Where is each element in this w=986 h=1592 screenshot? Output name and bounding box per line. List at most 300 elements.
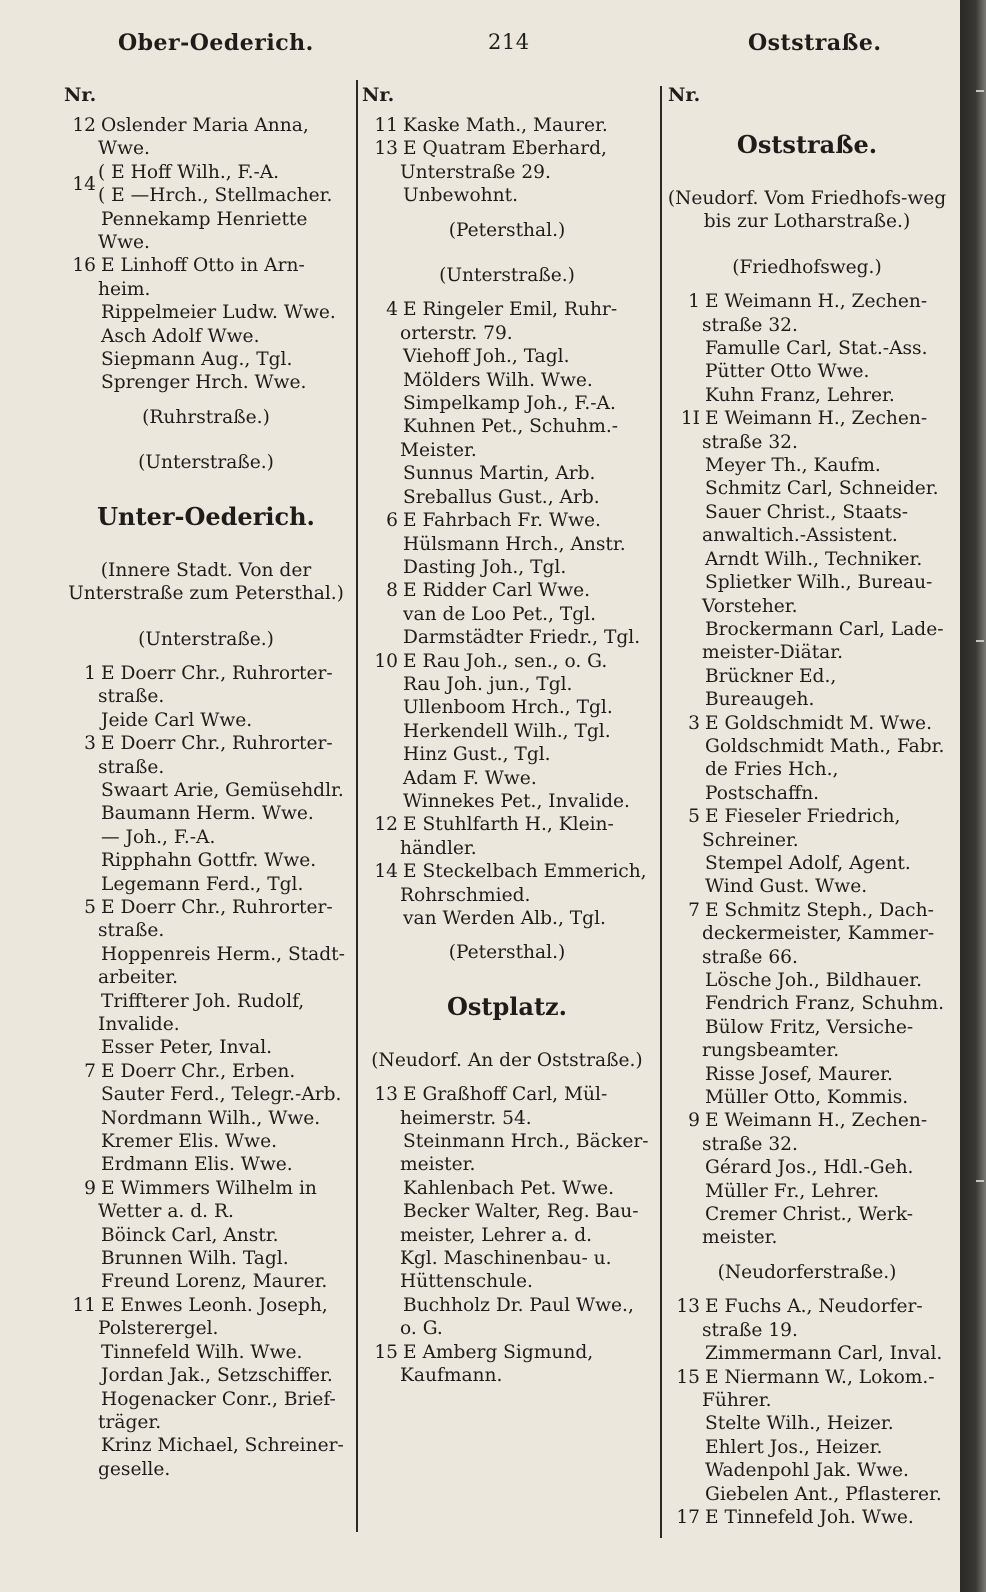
resident-line-continued: meister. xyxy=(702,1227,778,1249)
resident-line-continued: Führer. xyxy=(702,1389,772,1411)
house-number xyxy=(362,184,403,207)
spacer xyxy=(60,395,352,406)
resident-line: Baumann Herm. Wwe. xyxy=(101,803,314,825)
resident-line-continued: meister. xyxy=(400,1154,476,1176)
directory-entry xyxy=(664,1156,950,1179)
nr-label-col3: Nr. xyxy=(668,84,701,106)
house-number: 7 xyxy=(84,1060,96,1082)
spacer xyxy=(362,965,652,976)
spacer xyxy=(362,287,652,298)
directory-entry xyxy=(60,1083,352,1106)
column-2 xyxy=(362,114,652,1388)
resident-line: Simpelkamp Joh., F.-A. xyxy=(403,393,616,415)
resident-line: E Doerr Chr., Ruhrorter- xyxy=(101,733,333,755)
spacer xyxy=(362,1072,652,1083)
street-title: Ostplatz. xyxy=(446,991,568,1021)
house-number: 1I xyxy=(680,408,700,430)
house-number xyxy=(362,767,403,790)
directory-entry xyxy=(60,371,352,394)
directory-entry xyxy=(60,114,352,137)
house-number: 4 xyxy=(386,299,398,321)
directory-entry xyxy=(664,477,950,500)
directory-entry xyxy=(664,337,950,360)
directory-entry xyxy=(60,1294,352,1317)
directory-entry xyxy=(362,813,652,836)
resident-line: de Fries Hch., Postschaffn. xyxy=(705,759,839,804)
house-number xyxy=(664,1063,705,1086)
directory-entry xyxy=(362,1083,652,1106)
house-number xyxy=(664,852,705,875)
house-number xyxy=(60,1270,101,1293)
house-number xyxy=(664,1342,705,1365)
directory-entry xyxy=(664,1483,950,1506)
section-heading: (Neudorf. An der Oststraße.) xyxy=(371,1049,643,1071)
directory-entry xyxy=(664,992,950,1015)
house-number: 9 xyxy=(84,1177,96,1199)
directory-entry xyxy=(664,501,950,524)
spacer xyxy=(664,1250,950,1261)
spacer xyxy=(362,253,652,264)
directory-entry xyxy=(362,486,652,509)
directory-entry xyxy=(664,454,950,477)
book-edge xyxy=(960,0,986,1592)
resident-line-continued: straße 32. xyxy=(702,314,798,336)
directory-entry xyxy=(60,1107,352,1130)
spacer xyxy=(60,429,352,440)
directory-entry xyxy=(664,360,950,383)
directory-entry xyxy=(60,1153,352,1176)
resident-line: E Weimann H., Zechen- xyxy=(705,291,928,313)
directory-entry xyxy=(60,254,352,277)
entry-lines xyxy=(98,161,352,208)
resident-line: Schmitz Carl, Schneider. xyxy=(705,478,939,500)
spacer xyxy=(362,1038,652,1049)
directory-entry xyxy=(362,533,652,556)
directory-entry xyxy=(362,790,652,813)
resident-line: Ullenboom Hrch., Tgl. xyxy=(403,697,613,719)
resident-line-continued: Polsterergel. xyxy=(98,1318,219,1340)
nr-label-col2: Nr. xyxy=(362,84,395,106)
house-number xyxy=(362,720,403,743)
directory-entry xyxy=(362,650,652,673)
house-number xyxy=(60,1341,101,1364)
house-number xyxy=(60,990,101,1013)
house-number xyxy=(664,501,705,524)
house-number xyxy=(60,1107,101,1130)
directory-entry xyxy=(362,673,652,696)
resident-line: E Fieseler Friedrich, xyxy=(705,806,901,828)
directory-entry xyxy=(60,802,352,825)
house-number xyxy=(362,1177,403,1200)
resident-line: Becker Walter, Reg. Bau- xyxy=(403,1201,639,1223)
section-heading: (Neudorferstraße.) xyxy=(717,1261,897,1283)
directory-entry xyxy=(60,779,352,802)
spacer xyxy=(362,242,652,253)
street-title: Oststraße. xyxy=(736,130,878,159)
resident-line: Mölders Wilh. Wwe. xyxy=(403,369,593,391)
house-number: 11 xyxy=(72,1294,96,1316)
column-3 xyxy=(664,114,950,1529)
house-number xyxy=(60,943,101,966)
house-number: 9 xyxy=(688,1110,700,1132)
resident-line: Kremer Elis. Wwe. xyxy=(101,1131,277,1153)
house-number xyxy=(60,873,101,896)
resident-line: Kaske Math., Maurer. xyxy=(403,115,608,136)
directory-entry xyxy=(60,161,352,208)
resident-line: Lösche Joh., Bildhauer. xyxy=(705,970,922,991)
house-number xyxy=(664,735,705,758)
resident-line-continued: heimerstr. 54. xyxy=(400,1107,532,1129)
directory-entry xyxy=(664,1412,950,1435)
house-number xyxy=(664,1459,705,1482)
resident-line: Asch Adolf Wwe. xyxy=(101,325,260,347)
resident-line: Pennekamp Henriette xyxy=(101,208,308,230)
directory-entry xyxy=(362,626,652,649)
header-right-street: Oststraße. xyxy=(748,30,882,56)
house-number xyxy=(362,790,403,813)
resident-line: Steinmann Hrch., Bäcker- xyxy=(403,1131,649,1153)
house-number xyxy=(60,1247,101,1270)
directory-entry xyxy=(664,290,950,313)
resident-line-continued: meister-Diätar. xyxy=(702,642,844,664)
resident-line: Esser Peter, Inval. xyxy=(101,1037,273,1059)
resident-line: Cremer Christ., Werk- xyxy=(705,1204,914,1226)
directory-entry xyxy=(60,1060,352,1083)
resident-line: Herkendell Wilh., Tgl. xyxy=(403,720,611,742)
resident-line: Freund Lorenz, Maurer. xyxy=(101,1271,328,1293)
house-number xyxy=(60,1130,101,1153)
directory-entry xyxy=(664,384,950,407)
resident-line: Rippelmeier Ludw. Wwe. xyxy=(101,302,336,324)
spacer xyxy=(664,234,950,245)
house-number xyxy=(664,618,705,641)
house-number xyxy=(664,477,705,500)
house-number xyxy=(664,992,705,1015)
house-number xyxy=(362,392,403,415)
resident-line-continued: orterstr. 79. xyxy=(400,322,513,344)
column-divider-2 xyxy=(660,86,662,1538)
resident-line: Zimmermann Carl, Inval. xyxy=(705,1343,943,1365)
spacer xyxy=(60,486,352,497)
house-number xyxy=(362,673,403,696)
resident-line: Ripphahn Gottfr. Wwe. xyxy=(101,850,317,872)
resident-line: Hoppenreis Herm., Stadt- xyxy=(101,943,345,965)
directory-entry xyxy=(60,873,352,896)
resident-line: Sauer Christ., Staats- xyxy=(705,501,909,523)
resident-line-continued: Kgl. Maschinenbau- u. xyxy=(400,1248,612,1270)
directory-entry xyxy=(664,1109,950,1132)
resident-line: Böinck Carl, Anstr. xyxy=(101,1224,279,1246)
directory-entry xyxy=(664,665,950,712)
resident-line: E Doerr Chr., Ruhrorter- xyxy=(101,662,333,684)
house-number xyxy=(664,1436,705,1459)
house-number xyxy=(362,1200,403,1223)
directory-entry xyxy=(60,1177,352,1200)
house-number xyxy=(60,371,101,394)
spacer xyxy=(664,1284,950,1295)
resident-line-continued: arbeiter. xyxy=(98,967,179,989)
directory-entry xyxy=(362,1341,652,1364)
resident-line: Buchholz Dr. Paul Wwe., xyxy=(403,1294,634,1316)
resident-line-continued: meister, Lehrer a. d. xyxy=(400,1224,593,1246)
resident-line: van Werden Alb., Tgl. xyxy=(403,908,606,929)
resident-line-continued: anwaltich.-Assistent. xyxy=(702,525,898,547)
house-number xyxy=(362,907,403,930)
resident-line: Nordmann Wilh., Wwe. xyxy=(101,1107,321,1129)
spacer xyxy=(664,165,950,176)
house-number xyxy=(664,1412,705,1435)
directory-entry xyxy=(60,943,352,966)
house-number xyxy=(60,709,101,732)
house-number xyxy=(664,969,705,992)
section-heading: (Unterstraße.) xyxy=(138,628,274,650)
directory-entry xyxy=(362,767,652,790)
directory-entry xyxy=(664,1295,950,1318)
resident-line-continued: deckermeister, Kammer- xyxy=(702,923,935,945)
directory-entry xyxy=(664,875,950,898)
directory-entry xyxy=(60,325,352,348)
directory-entry xyxy=(60,1270,352,1293)
directory-entry xyxy=(362,1200,652,1223)
directory-entry xyxy=(362,860,652,883)
resident-line-continued: straße 66. xyxy=(702,946,798,968)
house-number xyxy=(664,1483,705,1506)
directory-entry xyxy=(664,1063,950,1086)
spacer xyxy=(362,976,652,987)
resident-line: Sauter Ferd., Telegr.-Arb. xyxy=(101,1084,342,1106)
resident-line: E Fahrbach Fr. Wwe. xyxy=(403,510,601,532)
house-number: 12 xyxy=(72,115,96,136)
resident-line: E Enwes Leonh. Joseph, xyxy=(101,1294,328,1316)
resident-line: E Ridder Carl Wwe. xyxy=(403,580,591,602)
directory-entry xyxy=(362,556,652,579)
resident-line-continued: o. G. xyxy=(400,1318,443,1340)
resident-line-continued: Wwe. xyxy=(98,138,150,160)
resident-line-continued: Schreiner. xyxy=(702,829,799,851)
resident-line: Sreballus Gust., Arb. xyxy=(403,486,600,508)
resident-line: Splietker Wilh., Bureau- xyxy=(705,572,933,594)
resident-line: Ehlert Jos., Heizer. xyxy=(705,1436,883,1458)
resident-line: Risse Josef, Maurer. xyxy=(705,1063,893,1085)
section-heading: (Neudorf. Vom Friedhofs-weg bis zur Lotharstraße.) xyxy=(667,188,947,233)
directory-entry xyxy=(362,743,652,766)
house-number xyxy=(362,415,403,438)
directory-entry xyxy=(362,462,652,485)
house-number: 5 xyxy=(84,896,96,918)
house-number: 16 xyxy=(72,255,96,277)
house-number xyxy=(664,548,705,571)
directory-entry xyxy=(60,1388,352,1411)
resident-line-continued: Kaufmann. xyxy=(400,1365,503,1387)
resident-line-continued: straße. xyxy=(98,756,165,778)
page-number: 214 xyxy=(488,30,530,54)
resident-line: Legemann Ferd., Tgl. xyxy=(101,873,304,895)
directory-entry xyxy=(60,1036,352,1059)
house-number: 13 xyxy=(374,138,398,160)
directory-entry xyxy=(362,907,652,930)
resident-line-continued: Meister. xyxy=(400,439,477,461)
spacer xyxy=(664,114,950,125)
resident-line: Goldschmidt Math., Fabr. xyxy=(705,735,945,757)
section-heading: (Innere Stadt. Von der Unterstraße zum Petersthal.) xyxy=(68,559,344,605)
directory-entry xyxy=(60,1341,352,1364)
section-heading: (Petersthal.) xyxy=(448,942,566,964)
directory-entry xyxy=(60,826,352,849)
section-heading: (Unterstraße.) xyxy=(439,265,575,287)
directory-entry xyxy=(60,849,352,872)
house-number xyxy=(362,696,403,719)
house-number xyxy=(362,603,403,626)
resident-line: Unbewohnt. xyxy=(403,185,518,207)
resident-line-continued: Hüttenschule. xyxy=(400,1271,533,1293)
house-number xyxy=(362,556,403,579)
directory-entry xyxy=(664,1203,950,1226)
resident-line: Wadenpohl Jak. Wwe. xyxy=(705,1460,909,1482)
resident-line: E Steckelbach Emmerich, xyxy=(403,861,647,883)
nr-label-col1: Nr. xyxy=(64,84,97,106)
resident-line: Triffterer Joh. Rudolf, xyxy=(101,990,305,1012)
resident-line-continued: träger. xyxy=(98,1411,162,1433)
directory-entry xyxy=(60,990,352,1013)
house-number xyxy=(664,1016,705,1039)
directory-entry xyxy=(664,758,950,805)
house-number: 13 xyxy=(676,1296,700,1318)
house-number: 6 xyxy=(386,510,398,532)
house-number xyxy=(60,1083,101,1106)
resident-line: Bülow Fritz, Versiche- xyxy=(705,1016,914,1038)
directory-entry xyxy=(664,852,950,875)
resident-line-continued: straße 32. xyxy=(702,1133,798,1155)
directory-entry xyxy=(664,969,950,992)
spacer xyxy=(664,279,950,290)
resident-line: E Amberg Sigmund, xyxy=(403,1341,594,1363)
directory-entry xyxy=(664,1342,950,1365)
directory-entry xyxy=(60,1224,352,1247)
resident-line: Brockermann Carl, Lade- xyxy=(705,618,944,640)
resident-line: E Linhoff Otto in Arn- xyxy=(101,255,305,277)
house-number xyxy=(60,1388,101,1411)
resident-line: E Goldschmidt M. Wwe. xyxy=(705,712,932,734)
header-left-street: Ober-Oederich. xyxy=(118,30,314,56)
house-number: 15 xyxy=(676,1366,700,1388)
house-number: 7 xyxy=(688,899,700,921)
spacer xyxy=(362,930,652,941)
resident-line-continued: rungsbeamter. xyxy=(702,1040,840,1062)
column-1 xyxy=(60,114,352,1481)
house-number xyxy=(664,384,705,407)
directory-entry xyxy=(362,603,652,626)
directory-entry xyxy=(664,1086,950,1109)
resident-line: Adam F. Wwe. xyxy=(403,767,537,789)
directory-entry xyxy=(60,709,352,732)
house-number xyxy=(362,1130,403,1153)
resident-line: Erdmann Elis. Wwe. xyxy=(101,1154,293,1176)
house-number xyxy=(362,462,403,485)
house-number xyxy=(60,1036,101,1059)
directory-entry xyxy=(362,509,652,532)
resident-line: van de Loo Pet., Tgl. xyxy=(403,603,596,625)
resident-line: Giebelen Ant., Pflasterer. xyxy=(705,1483,942,1505)
spacer xyxy=(664,245,950,256)
house-number xyxy=(60,301,101,324)
house-number xyxy=(664,665,705,712)
directory-entry xyxy=(664,407,950,430)
house-number xyxy=(60,348,101,371)
resident-line: Oslender Maria Anna, xyxy=(101,115,309,136)
directory-entry xyxy=(362,345,652,368)
resident-line: E Rau Joh., sen., o. G. xyxy=(403,650,608,672)
resident-line-continued: geselle. xyxy=(98,1458,171,1480)
resident-line: Arndt Wilh., Techniker. xyxy=(705,548,923,570)
resident-line-continued: Invalide. xyxy=(98,1014,180,1035)
directory-entry xyxy=(362,114,652,137)
directory-entry xyxy=(60,348,352,371)
house-number: 14 xyxy=(374,861,398,883)
directory-entry xyxy=(60,1364,352,1387)
house-number: 5 xyxy=(688,806,700,828)
directory-entry xyxy=(60,732,352,755)
resident-line: Meyer Th., Kaufm. xyxy=(705,455,881,477)
house-number xyxy=(362,345,403,368)
directory-entry xyxy=(664,899,950,922)
resident-line: E Wimmers Wilhelm in xyxy=(101,1177,317,1199)
directory-entry xyxy=(362,1177,652,1200)
directory-entry xyxy=(664,712,950,735)
resident-line: E Schmitz Steph., Dach- xyxy=(705,899,934,921)
resident-line-continued: Wwe. xyxy=(98,232,150,254)
section-heading: (Ruhrstraße.) xyxy=(142,406,270,428)
house-number xyxy=(60,1224,101,1247)
spacer xyxy=(60,617,352,628)
resident-line: Sunnus Martin, Arb. xyxy=(403,463,596,485)
house-number: 8 xyxy=(386,580,398,602)
house-number xyxy=(362,533,403,556)
resident-line: Kuhn Franz, Lehrer. xyxy=(705,384,895,406)
section-heading: (Unterstraße.) xyxy=(138,452,274,474)
resident-line-continued: händler. xyxy=(400,837,477,859)
house-number: 1 xyxy=(688,291,700,313)
house-number xyxy=(60,1364,101,1387)
directory-entry xyxy=(664,1366,950,1389)
directory-entry xyxy=(664,1459,950,1482)
directory-entry xyxy=(362,392,652,415)
directory-entry xyxy=(664,805,950,828)
house-number xyxy=(664,758,705,805)
resident-line: E Fuchs A., Neudorfer- xyxy=(705,1296,923,1318)
resident-line: Viehoff Joh., Tagl. xyxy=(403,346,570,368)
house-number xyxy=(664,360,705,383)
resident-line: Gérard Jos., Hdl.-Geh. xyxy=(705,1157,914,1179)
spacer xyxy=(60,651,352,662)
directory-entry xyxy=(362,415,652,438)
resident-line: Swaart Arie, Gemüsehdlr. xyxy=(101,779,344,801)
resident-line-continued: heim. xyxy=(98,278,151,300)
spacer xyxy=(362,1027,652,1038)
house-number: 15 xyxy=(374,1341,398,1363)
house-number xyxy=(60,849,101,872)
resident-line: Müller Otto, Kommis. xyxy=(705,1087,909,1109)
house-number xyxy=(362,743,403,766)
house-number xyxy=(362,1294,403,1317)
house-number: 3 xyxy=(688,712,700,734)
resident-line: Darmstädter Friedr., Tgl. xyxy=(403,627,641,649)
resident-line: Sprenger Hrch. Wwe. xyxy=(101,372,307,394)
directory-entry xyxy=(362,1130,652,1153)
directory-entry xyxy=(664,571,950,594)
house-number xyxy=(362,626,403,649)
resident-line: Kuhnen Pet., Schuhm.- xyxy=(403,416,619,438)
house-number xyxy=(664,1180,705,1203)
